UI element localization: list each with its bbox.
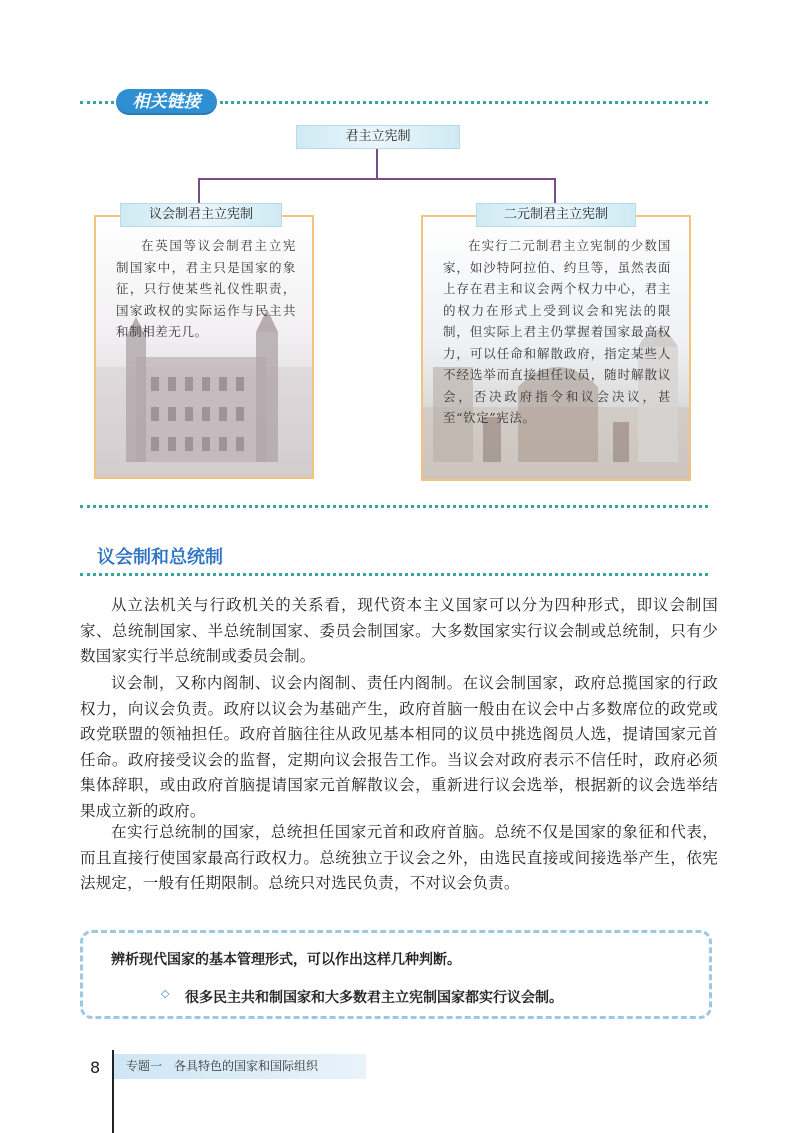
connector-right-down bbox=[554, 178, 556, 204]
chapter-title: 专题一 各具特色的国家和国际组织 bbox=[114, 1054, 366, 1079]
card-parliamentary-monarchy bbox=[94, 215, 314, 479]
thinking-intro: 辨析现代国家的基本管理形式，可以作出这样几种判断。 bbox=[111, 952, 461, 968]
connector-horizontal bbox=[198, 178, 556, 180]
card-left-text: 在英国等议会制君主立宪制国家中，君主只是国家的象征，只行使某些礼仪性职责，国家政权的实际运作与民主共和制相差无几。 bbox=[116, 238, 296, 339]
thinking-box bbox=[80, 930, 712, 1019]
connector-left-down bbox=[198, 178, 200, 204]
card-dual-monarchy bbox=[421, 215, 691, 481]
card-left-title: 议会制君主立宪制 bbox=[120, 203, 282, 227]
connector-root-down bbox=[376, 149, 378, 179]
related-links-tag: 相关链接 bbox=[116, 89, 217, 115]
paragraph-2: 议会制，又称内阁制、议会内阁制、责任内阁制。在议会制国家，政府总揽国家的行政权力，向议会负责。政府以议会为基础产生，政府首脑一般由在议会中占多数席位的政党或政党联盟的领袖担任。政府首脑往往从政见基本相同的议员中挑选阁员人选，提请国家元首任命。政府接受议会的监督，定期向议会报告工作。当议会对政府表示不信任时，政府必须集体辞职，或由政府首脑提请国家元首解散议会，重新进行议会选举，根据新的议会选举结果成立新的政府。 bbox=[80, 674, 718, 820]
section-heading: 议会制和总统制 bbox=[97, 547, 223, 568]
card-right-title: 二元制君主立宪制 bbox=[476, 203, 636, 227]
card-right-text: 在实行二元制君主立宪制的少数国家，如沙特阿拉伯、约旦等，虽然表面上存在君主和议会两个权力中心，君主的权力在形式上受到议会和宪法的限制，但实际上君主仍掌握着国家最高权力，可以任命和解散政府，指定某些人不经选举而直接担任议员，随时解散议会，否决政府指令和议会决议，甚至“钦定”宪法。 bbox=[443, 238, 671, 425]
thinking-item: 很多民主共和制国家和大多数君主立宪制国家都实行议会制。 bbox=[185, 990, 563, 1006]
related-bottom-divider bbox=[80, 505, 708, 508]
section-heading-underline bbox=[80, 573, 708, 576]
diagram-root-box: 君主立宪制 bbox=[296, 125, 460, 149]
paragraph-3: 在实行总统制的国家，总统担任国家元首和政府首脑。总统不仅是国家的象征和代表，而且直接行使国家最高行政权力。总统独立于议会之外，由选民直接或间接选举产生，依宪法规定，一般有任期限制。总统只对选民负责，不对议会负责。 bbox=[80, 823, 718, 892]
paragraph-1: 从立法机关与行政机关的关系看，现代资本主义国家可以分为四种形式，即议会制国家、总统制国家、半总统制国家、委员会制国家。大多数国家实行议会制或总统制，只有少数国家实行半总统制或委员会制。 bbox=[80, 596, 718, 665]
top-dotted-divider-left bbox=[80, 101, 114, 104]
top-dotted-divider-right bbox=[220, 101, 708, 104]
diamond-bullet-icon: ◇ bbox=[161, 987, 170, 1000]
page-number: 8 bbox=[90, 1058, 101, 1077]
